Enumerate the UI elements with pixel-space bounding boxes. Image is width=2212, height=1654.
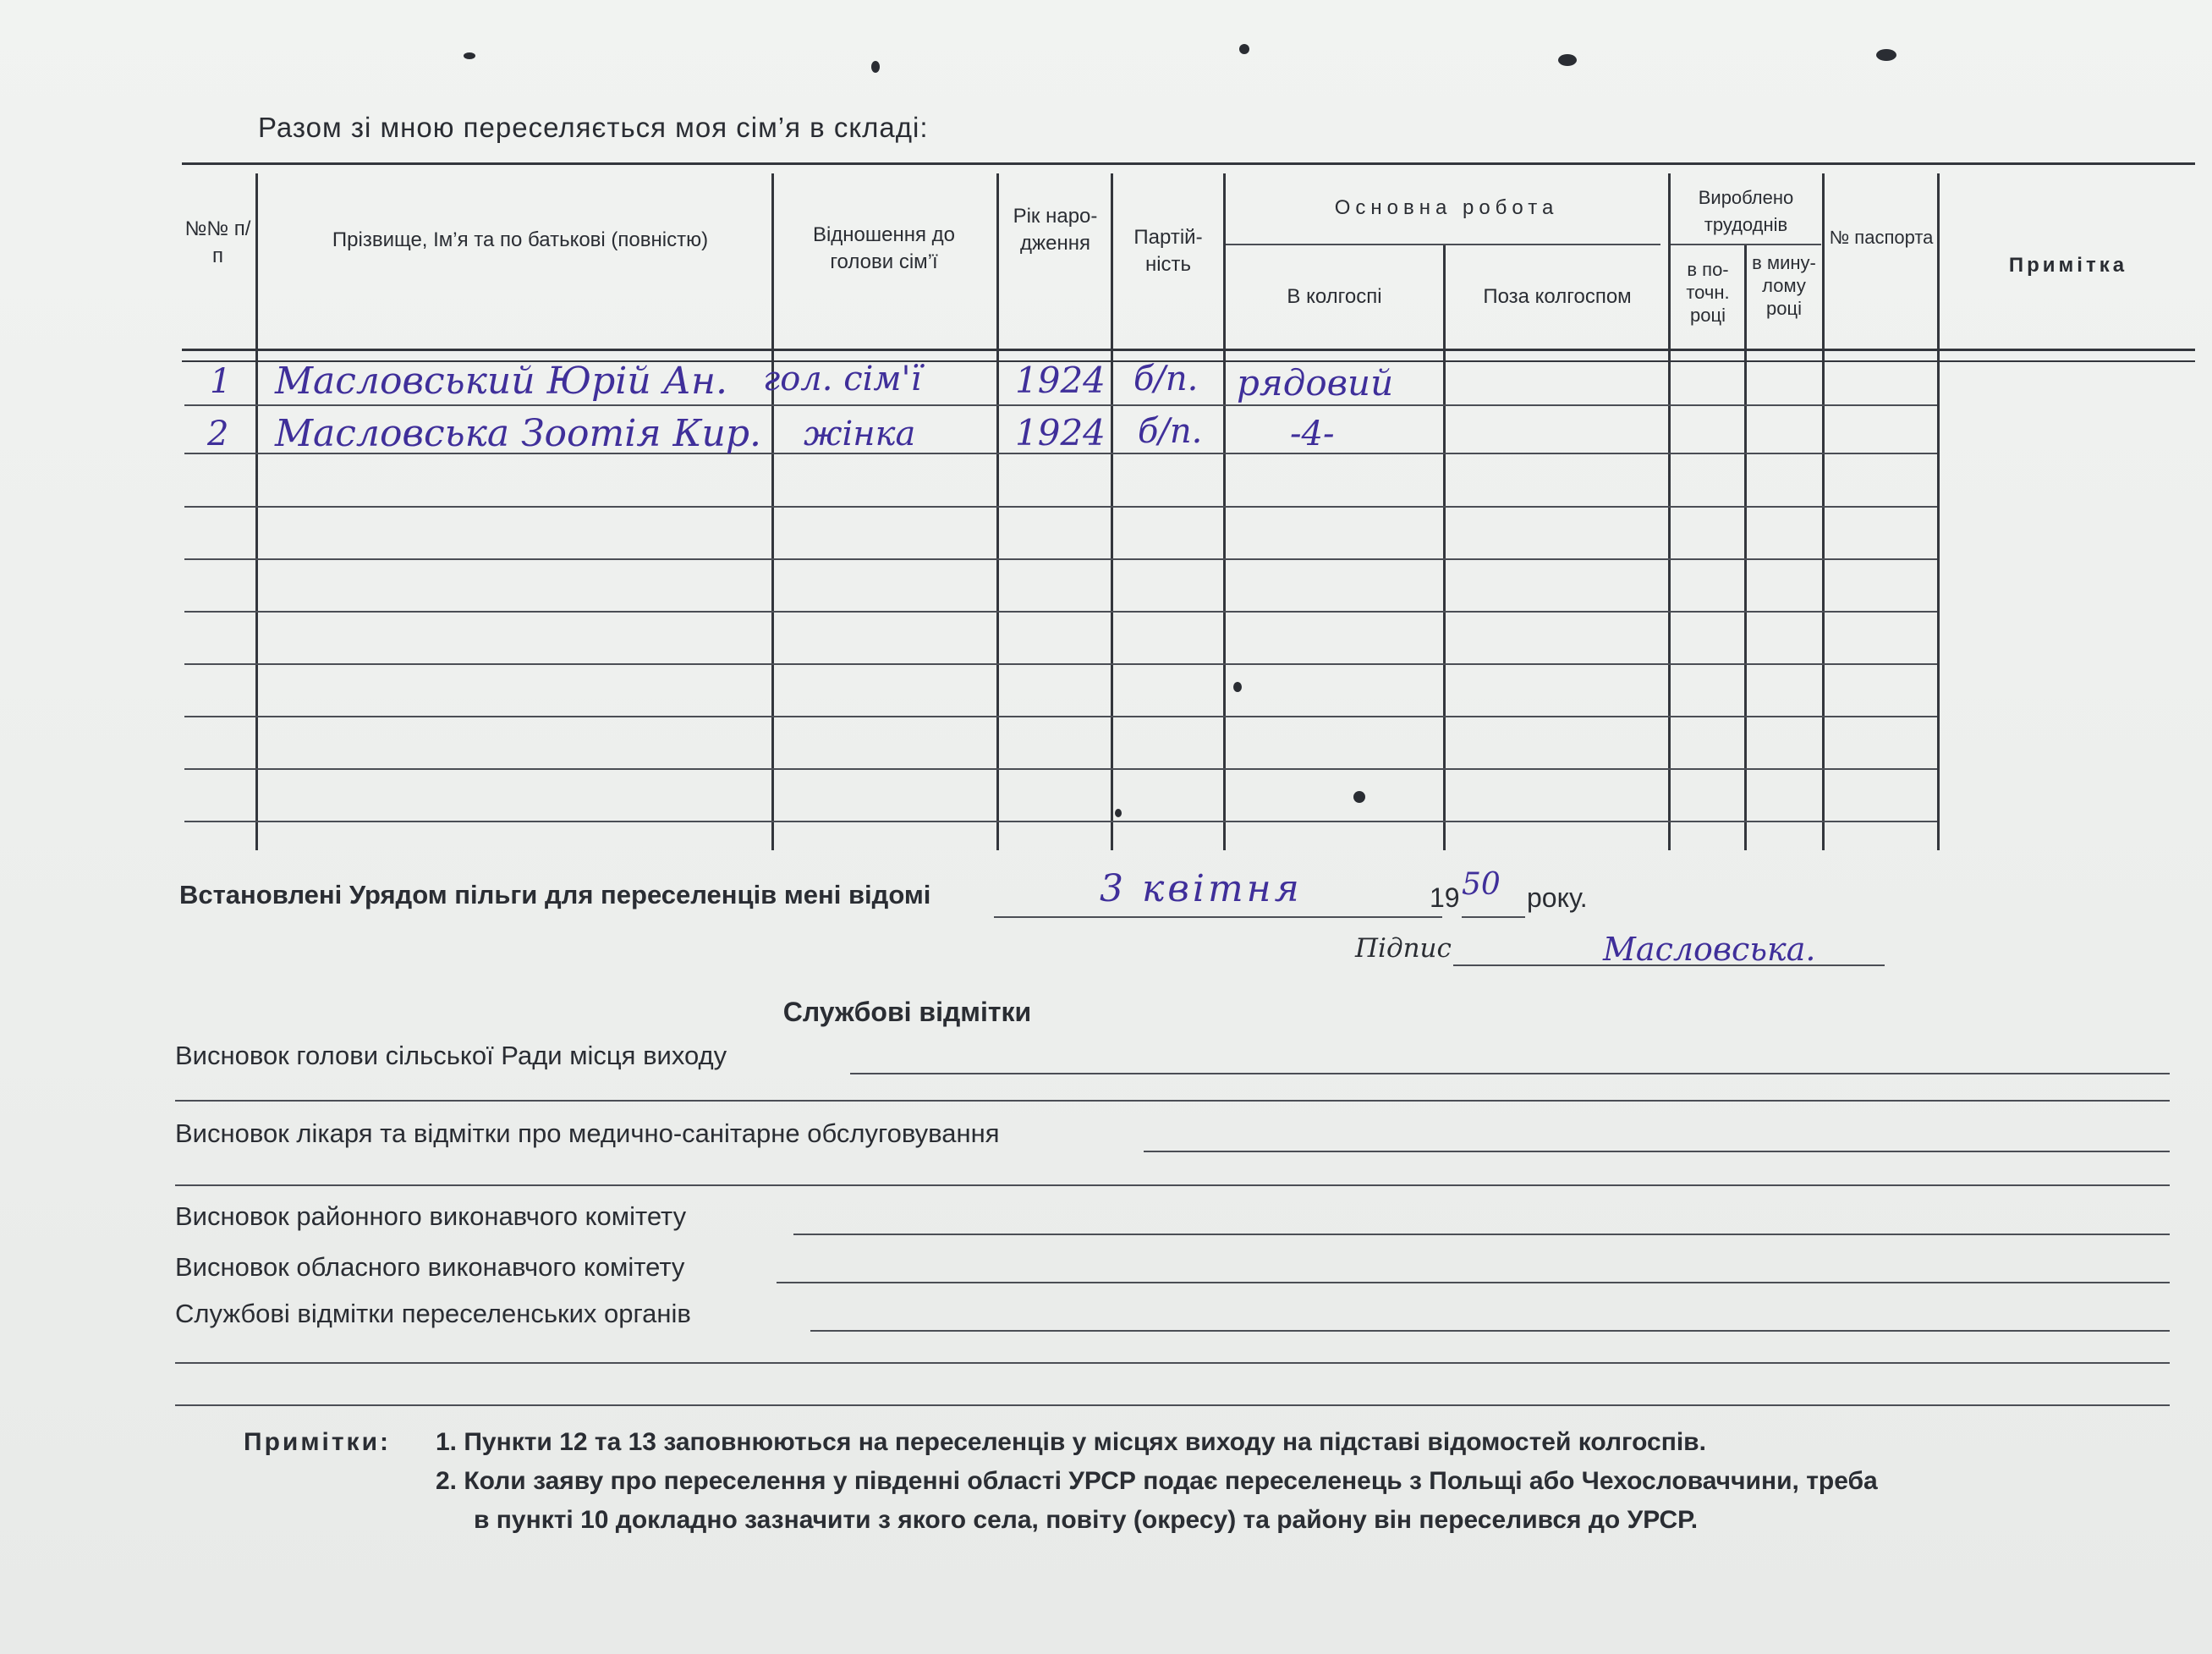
note-2-cont: в пункті 10 докладно зазначити з якого села, повіту (окресу) та району він переселився до УРСР. — [474, 1506, 1699, 1534]
header-current-year: в по- точн. році — [1686, 259, 1730, 326]
note-2: 2. Коли заяву про переселення у південні області УРСР подає переселенець з Польщі або Чехословаччини, треба — [436, 1467, 1878, 1495]
row1-relation: гол. сім'ї — [763, 360, 922, 398]
field-line — [793, 1234, 2170, 1235]
col-line — [255, 173, 258, 850]
service-item-district-committee: Висновок районного виконавчого комітету — [175, 1201, 687, 1231]
col-line — [1937, 173, 1940, 850]
table-header-bottom-line — [182, 349, 2195, 351]
punch-mark — [1239, 44, 1249, 54]
table-row-line — [184, 821, 1937, 822]
table-row-line — [184, 611, 1937, 613]
table-row-line — [184, 663, 1937, 665]
row1-name: Масловський Юрій Ан. — [275, 360, 727, 403]
row2-birth-year: 1924 — [1015, 412, 1106, 453]
col-line — [1443, 245, 1446, 850]
table-row-line — [184, 404, 1937, 406]
punch-mark — [1115, 809, 1122, 817]
benefits-date: 3 квітня — [1100, 867, 1303, 910]
row2-in-kolhosp: -4- — [1290, 415, 1335, 453]
field-line — [175, 1184, 2170, 1186]
row2-relation: жінка — [804, 415, 916, 453]
header-party: Партій- ність — [1133, 226, 1203, 276]
service-item-resettlement-bodies: Службові відмітки переселенських органів — [175, 1299, 691, 1328]
header-last-year: в мину- лому році — [1752, 252, 1816, 319]
notes-label: Примітки: — [244, 1428, 391, 1456]
header-workdays: Вироблено трудоднів — [1698, 187, 1794, 235]
header-relation: Відношення до голови сім’ї — [812, 223, 956, 273]
year-prefix: 19 — [1430, 882, 1460, 913]
row2-name: Масловська Зоотія Кир. — [275, 412, 761, 455]
header-name: Прізвище, Ім’я та по батькові (повністю) — [332, 228, 709, 251]
row2-num: 2 — [207, 415, 229, 453]
service-item-doctor: Висновок лікаря та відмітки про медично-санітарне обслуговування — [175, 1118, 1000, 1148]
intro-text: Разом зі мною переселяється моя сім’я в складі: — [258, 112, 929, 143]
header-outside-kolhosp: Поза колгоспом — [1483, 285, 1632, 308]
signature: Масловська. — [1603, 931, 1816, 968]
punch-mark — [871, 61, 880, 73]
col-line — [771, 173, 774, 850]
field-line — [810, 1330, 2170, 1332]
field-line — [175, 1404, 2170, 1406]
year-suffix: року. — [1527, 882, 1588, 913]
punch-mark — [1233, 682, 1242, 692]
service-item-village-council: Висновок голови сільської Ради місця виходу — [175, 1041, 727, 1070]
note-1: 1. Пункти 12 та 13 заповнюються на переселенців у місцях виходу на підставі відомостей колгоспів. — [436, 1428, 1706, 1456]
col-line — [1111, 173, 1113, 850]
table-row-line — [184, 768, 1937, 770]
punch-mark — [1876, 49, 1896, 61]
col-line — [1668, 173, 1671, 850]
signature-label: Підпис — [1355, 933, 1452, 964]
row2-party: б/п. — [1138, 412, 1203, 451]
row1-party: б/п. — [1133, 360, 1199, 398]
field-line — [175, 1100, 2170, 1102]
header-birth-year: Рік наро- дження — [1013, 205, 1098, 255]
table-top-line — [182, 162, 2195, 165]
punch-mark — [464, 52, 475, 59]
field-line — [1144, 1151, 2170, 1152]
service-item-regional-committee: Висновок обласного виконавчого комітету — [175, 1252, 685, 1282]
header-note: Примітка — [2008, 254, 2128, 277]
benefits-date-line — [994, 916, 1442, 918]
col-line — [996, 173, 999, 850]
header-in-kolhosp: В колгоспі — [1287, 285, 1382, 308]
table-row-line — [184, 716, 1937, 717]
year-handwritten: 50 — [1462, 867, 1501, 902]
row1-in-kolhosp: рядовий — [1237, 362, 1394, 404]
service-title: Службові відмітки — [782, 997, 1032, 1027]
col-line — [1744, 245, 1747, 850]
table-row-line — [184, 558, 1937, 560]
punch-mark — [1353, 791, 1365, 803]
header-main-work: Основна робота — [1334, 196, 1559, 219]
header-passport: № паспорта — [1829, 227, 1934, 248]
punch-mark — [1558, 54, 1577, 66]
table-row-line — [184, 506, 1937, 508]
col-line — [1223, 173, 1226, 850]
row1-num: 1 — [210, 362, 232, 401]
col-line — [1822, 173, 1825, 850]
header-num: №№ п/п — [184, 217, 251, 267]
field-line — [850, 1073, 2170, 1074]
field-line — [777, 1282, 2170, 1283]
field-line — [175, 1362, 2170, 1364]
benefits-label: Встановлені Урядом пільги для переселенців мені відомі — [179, 880, 931, 909]
year-line — [1462, 916, 1525, 918]
row1-birth-year: 1924 — [1015, 360, 1106, 401]
